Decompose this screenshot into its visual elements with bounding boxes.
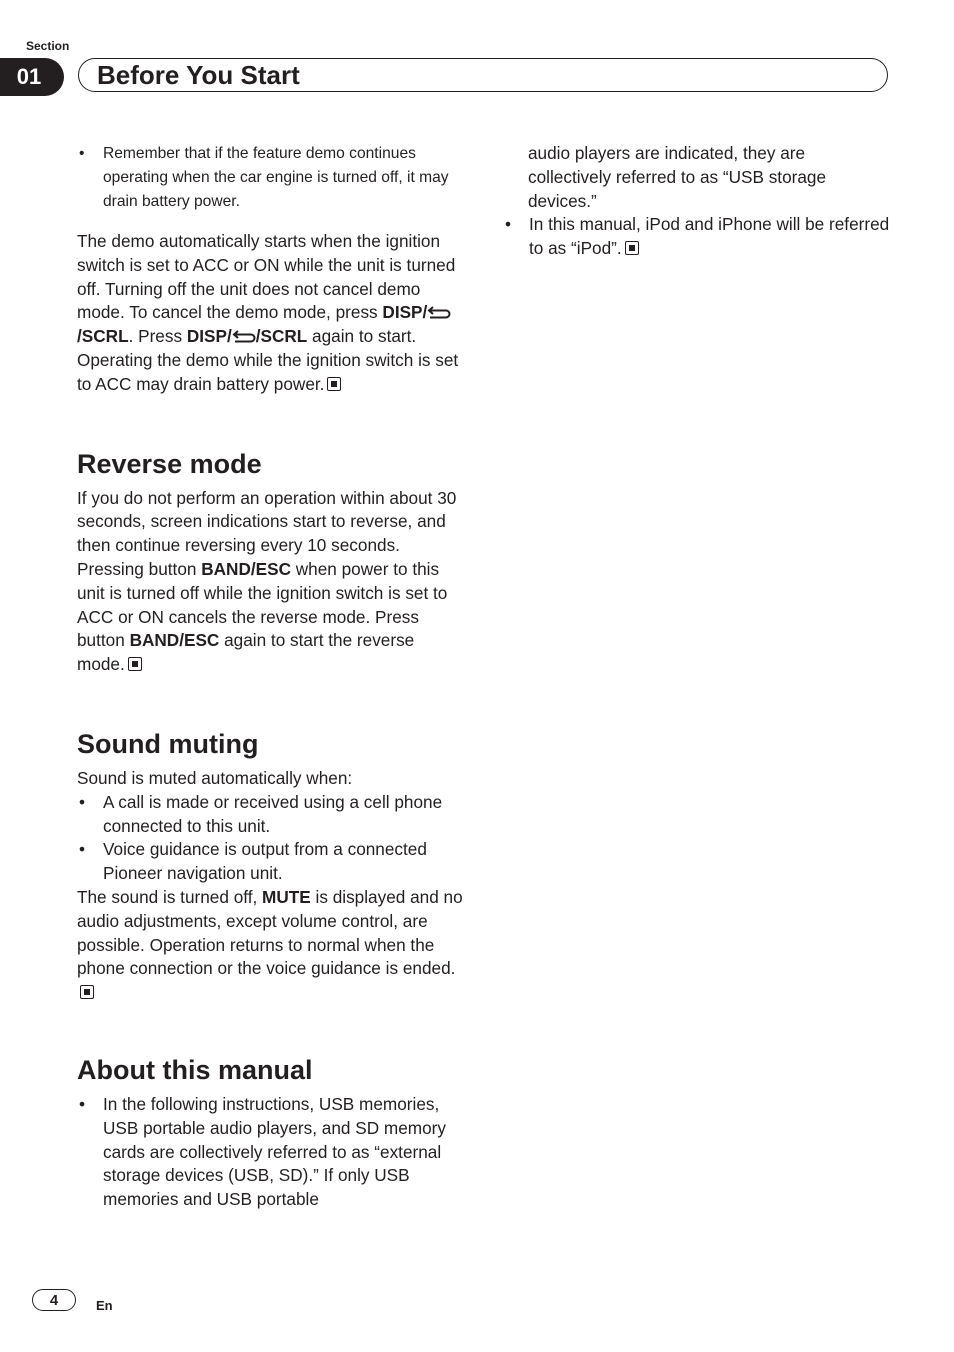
section-heading: About this manual (77, 1054, 313, 1085)
disp-key-b: /SCRL (77, 326, 129, 347)
right-column (503, 142, 893, 261)
bullet-text: Voice guidance is output from a connected Pioneer navigation unit. (103, 839, 427, 884)
band-esc-key: BAND/ESC (129, 630, 220, 651)
bullet-text: In this manual, iPod and iPhone will be referred to as “iPod”. (529, 214, 890, 259)
muting-intro: Sound is muted automatically when: (77, 767, 353, 788)
demo-paragraph (77, 230, 463, 397)
reverse-text-1: If you do not perform an operation within about 30 seconds, screen indications start to reverse, and then continue reversing every 10 seconds. Pressing button (77, 487, 457, 579)
section-heading: Reverse mode (77, 448, 262, 479)
list-item (77, 1093, 475, 1212)
muting-paragraph (77, 886, 465, 1005)
back-arrow-icon (232, 329, 256, 343)
list-item (503, 213, 903, 261)
language-label: En (96, 1298, 113, 1313)
page-title: Before You Start (78, 58, 888, 92)
continued-text: audio players are indicated, they are collectively referred to as “USB storage devices.” (528, 143, 827, 211)
demo-warning-bullet (77, 142, 467, 214)
bullet-dot: • (79, 791, 86, 812)
end-of-section-icon (625, 241, 639, 255)
bullet-text: Remember that if the feature demo continues operating when the car engine is turned off, it may drain battery power. (103, 145, 449, 210)
demo-text-3: again to start. Operating the demo while the ignition switch is set to ACC may drain battery power. (77, 326, 459, 394)
band-esc-key: BAND/ESC (201, 558, 291, 579)
end-of-section-icon (327, 377, 341, 391)
list-item (77, 791, 467, 839)
section-number-tab: 01 (0, 58, 64, 96)
list-item (77, 838, 467, 886)
muting-text-2: is displayed and no audio adjustments, except volume control, are possible. Operation returns to normal when the phone connection or the voice guidance is ended. (77, 886, 463, 979)
bullet-dot: • (505, 214, 512, 235)
left-column (77, 142, 467, 1212)
reverse-text-3: again to start the reverse mode. (77, 630, 415, 675)
end-of-section-icon (128, 657, 142, 671)
demo-text-1: The demo automatically starts when the ignition switch is set to ACC or ON while the unit is turned off. Turning off the unit does not cancel demo mode. To cancel the demo mode, press (77, 231, 456, 323)
end-of-section-icon (80, 985, 94, 999)
muting-text-1: The sound is turned off, (77, 886, 263, 907)
mute-label: MUTE (262, 886, 311, 907)
bullet-text: A call is made or received using a cell phone connected to this unit. (103, 791, 443, 836)
disp-key-b: /SCRL (255, 326, 308, 347)
disp-key-a: DISP/ (382, 302, 428, 323)
page-number: 4 (32, 1289, 76, 1311)
bullet-text: In the following instructions, USB memories, USB portable audio players, and SD memory cards are collectively referred to as “external storage devices (USB, SD).” If only USB memories and USB portable (103, 1093, 446, 1210)
bullet-dot: • (79, 839, 86, 860)
disp-key-a: DISP/ (186, 326, 232, 347)
disp-key-label (187, 326, 307, 346)
reverse-text-2: when power to this unit is turned off while the ignition switch is set to ACC or ON cancels the reverse mode. Press button (77, 558, 448, 651)
bullet-dot: • (79, 145, 85, 162)
section-heading: Sound muting (77, 728, 259, 759)
bullet-dot: • (79, 1093, 86, 1114)
reverse-paragraph (77, 487, 461, 677)
demo-text-2: . Press (128, 326, 187, 347)
back-arrow-icon (427, 305, 451, 319)
section-label: Section (26, 39, 70, 53)
